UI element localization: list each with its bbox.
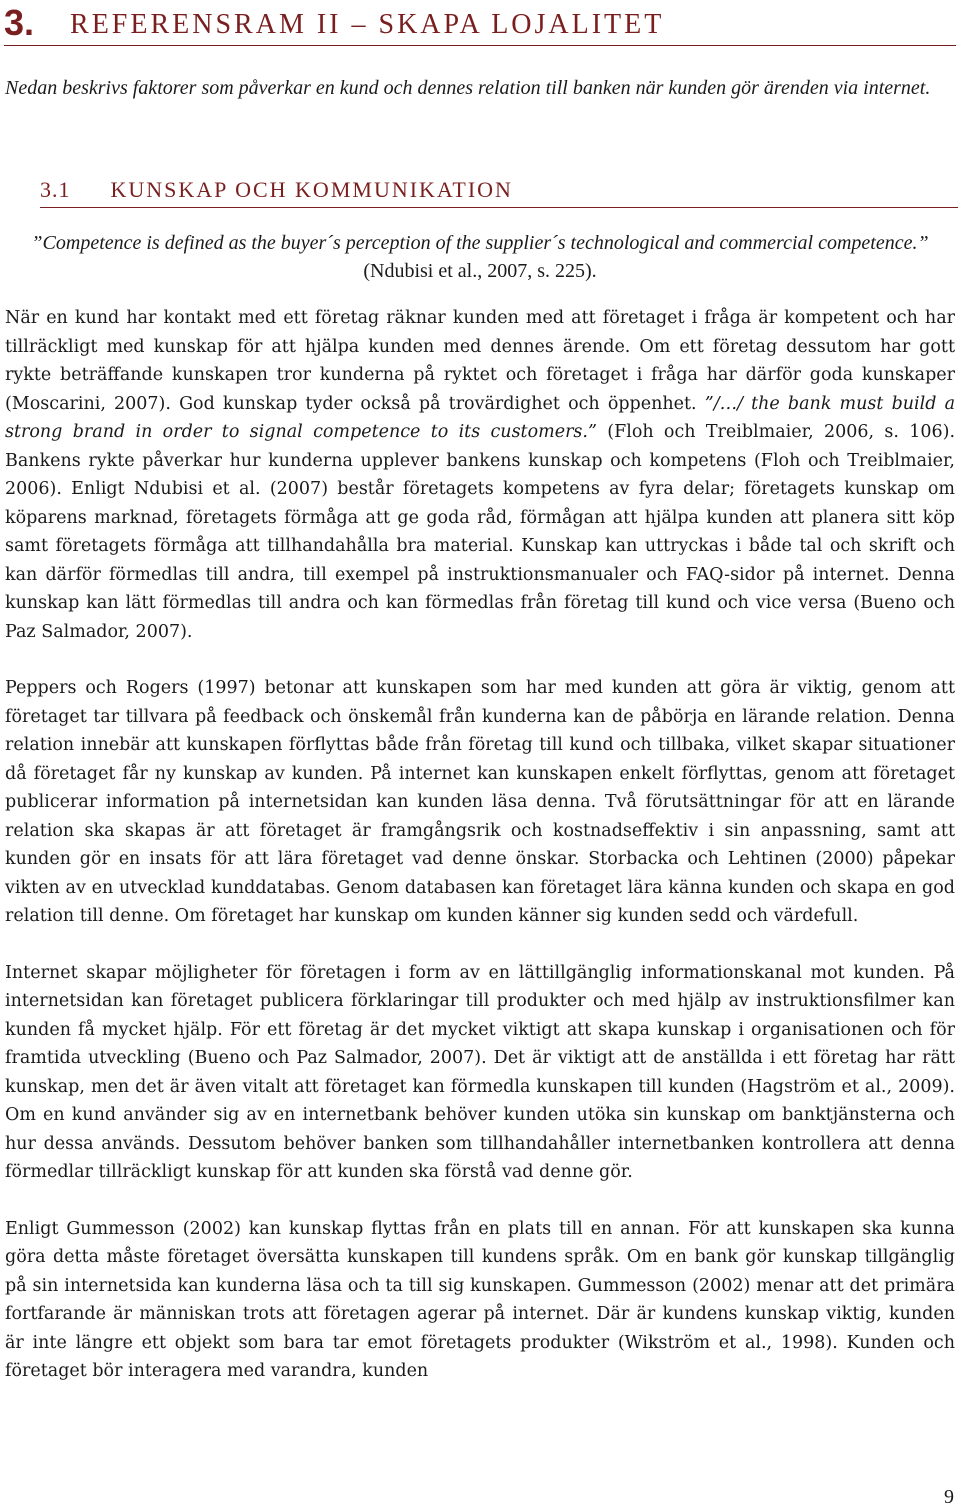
quote-citation: (Ndubisi et al., 2007, s. 225). [363, 260, 597, 282]
inline-quote: ”/…/ the bank must build a strong brand in order to signal competence to its customers.” [5, 393, 956, 442]
chapter-number: 3. [4, 2, 35, 43]
paragraph-1-part-a: När en kund har kontakt med ett företag räknar kunden med att företaget i fråga är kompetent och har tillräckligt med kunskap för att hjälpa kunden med dennes ärende. Om ett företag dessutom har gott rykte beträffande kunskapen tror kunderna på ryktet och företaget i fråga har därför goda kunskaper (Moscarini, 2007). God kunskap tyder också på trovärdighet och öppenhet. [5, 308, 955, 414]
section-heading [40, 174, 958, 208]
chapter-title: REFERENSRAM II – SKAPA LOJALITET [70, 9, 665, 40]
paragraph-4: Enligt Gummesson (2002) kan kunskap flyttas från en plats till en annan. För att kunskapen ska kunna göra detta måste företaget översätta kunskapen till kundens språk. Om en bank gör kunskap tillgänglig på sin internetsida kan kunderna läsa och ta till sig kunskapen. Gummesson (2002) menar att det primära fortfarande är människan trots att företagen agerar på internet. Där är kundens kunskap viktig, kunden är inte längre ett objekt som bara tar emot företagets produkter (Wikström et al., 1998). Kunden och företaget bör interagera med varandra, kunden [5, 1218, 955, 1381]
chapter-heading [4, 2, 956, 46]
quote-text: ”Competence is defined as the buyer´s perception of the supplier´s technological and commercial competence.” [31, 232, 929, 254]
body-text [5, 304, 955, 1414]
section-title: KUNSKAP OCH KOMMUNIKATION [110, 177, 513, 202]
page-number: 9 [944, 1486, 954, 1508]
intro-paragraph: Nedan beskrivs faktorer som påverkar en kund och dennes relation till banken när kunden gör ärenden via internet. [5, 77, 931, 99]
block-quote [20, 229, 940, 285]
paragraph-2: Peppers och Rogers (1997) betonar att kunskapen som har med kunden att göra är viktig, genom att företaget tar tillvara på feedback och önskemål från kunderna kan de påbörja en lärande relation. Denna relation innebär att kunskapen förflyttas både från företag till kund och tillbaka, vilket skapar situationer då företaget får ny kunskap av kunden. På internet kan kunskapen enkelt förflyttas, genom att företaget publicerar information på internetsidan kan kunden läsa denna. Två förutsättningar för att en lärande relation ska skapas är att företaget är framgångsrik och kostnadseffektiv i sin anpassning, samt att kunden gör en insats för att lära företaget vad denne önskar. Storbacka och Lehtinen (2000) påpekar vikten av en utvecklad kunddatabas. Genom databasen kan företaget lära känna kunden och skapa en god relation till denne. Om företaget har kunskap om kunden känner sig kunden sedd och värdefull. [5, 678, 955, 926]
paragraph-1-part-b: (Floh och Treiblmaier, 2006, s. 106). Bankens rykte påverkar hur kunderna upplever bankens kunskap och kompetens (Floh och Treiblmaier, 2006). Enligt Ndubisi et al. (2007) består företagets kompetens av fyra delar; företagets kunskap om köparens marknad, företagets förmåga att ge goda råd, förmågan att hjälpa kunden att planera sitt köp samt företagets förmåga att tillhandahålla bra material. Kunskap kan uttryckas i både tal och skrift och kan därför förmedlas till andra, till exempel på instruktionsmanualer och FAQ-sidor på internet. Denna kunskap kan lätt förmedlas till andra och kan förmedlas från företag till kund och vice versa (Bueno och Paz Salmador, 2007). [5, 422, 956, 642]
section-number: 3.1 [40, 177, 71, 202]
paragraph-1 [5, 304, 955, 646]
paragraph-3: Internet skapar möjligheter för företagen i form av en lättillgänglig informationskanal mot kunden. På internetsidan kan företaget publicera förklaringar till produkter och med hjälp av instruktionsfilmer kan kunden få mycket hjälp. För ett företag är det mycket viktigt att skapa kunskap i organisationen och för framtida utveckling (Bueno och Paz Salmador, 2007). Det är viktigt att de anställda i ett företag har rätt kunskap, men det är även vitalt att företaget kan förmedla kunskapen till kunden (Hagström et al., 2009). Om en kund använder sig av en internetbank behöver kunden utöka sin kunskap om banktjänsterna och hur dessa används. Dessutom behöver banken som tillhandahåller internetbanken kontrollera att denna förmedlar tillräckligt kunskap för att kunden ska förstå vad denne gör. [5, 962, 955, 1182]
